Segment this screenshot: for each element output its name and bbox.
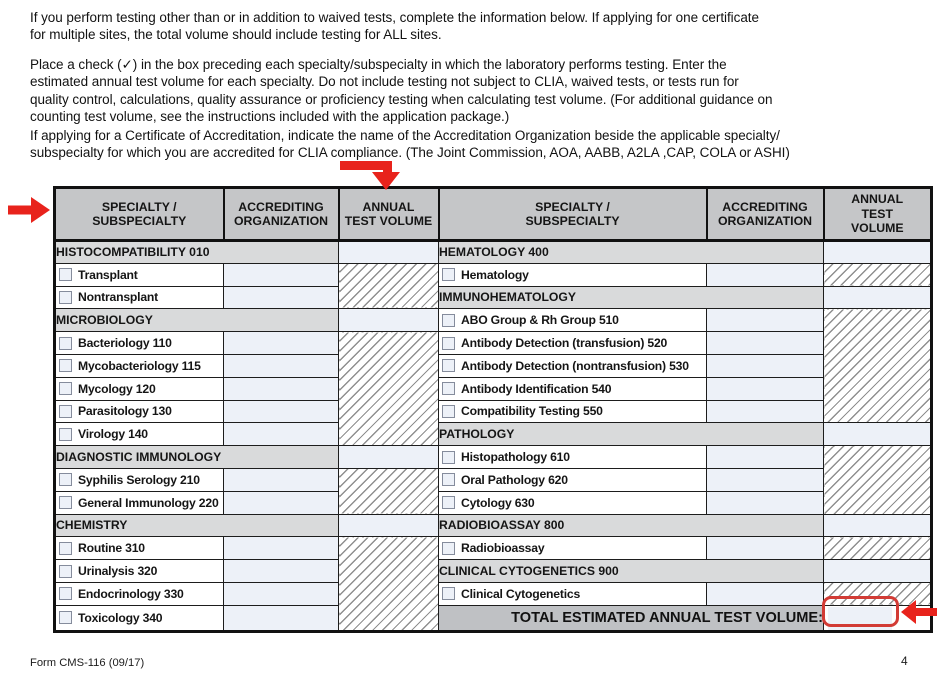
checkbox[interactable] — [442, 587, 455, 600]
accrediting-org-field[interactable] — [224, 263, 339, 286]
accrediting-org-field[interactable] — [224, 400, 339, 423]
table-row — [55, 491, 932, 514]
subspecialty-label: Oral Pathology 620 — [461, 472, 568, 487]
table-row — [55, 514, 932, 537]
subspecialty-cell-mycology — [55, 377, 224, 400]
intro-paragraph-3 — [30, 127, 920, 162]
subspecialty-label: Clinical Cytogenetics — [461, 586, 581, 601]
annual-volume-field[interactable] — [339, 241, 439, 264]
accrediting-org-field[interactable] — [224, 560, 339, 583]
table-row — [55, 423, 932, 446]
checkbox[interactable] — [59, 268, 72, 281]
checkbox[interactable] — [442, 405, 455, 418]
checkbox[interactable] — [59, 565, 72, 578]
table-row — [55, 560, 932, 583]
section-header-pathology: PATHOLOGY — [439, 423, 824, 446]
table-row — [55, 241, 932, 264]
accrediting-org-field[interactable] — [707, 400, 824, 423]
annual-volume-field[interactable] — [339, 446, 439, 469]
form-number: Form CMS-116 (09/17) — [30, 657, 145, 669]
accrediting-org-field[interactable] — [224, 423, 339, 446]
subspecialty-cell-radiobioassay — [439, 537, 707, 560]
subspecialty-cell-oral-pathology — [439, 468, 707, 491]
hatched-cell — [339, 332, 439, 446]
total-annual-volume-label: TOTAL ESTIMATED ANNUAL TEST VOLUME: — [439, 605, 824, 631]
subspecialty-cell-virology — [55, 423, 224, 446]
total-annual-volume-field[interactable] — [828, 607, 892, 630]
subspecialty-cell-antibody-nontransfusion — [439, 354, 707, 377]
annual-volume-field[interactable] — [339, 514, 439, 537]
subspecialty-cell-endocrinology — [55, 582, 224, 605]
subspecialty-cell-toxicology — [55, 605, 224, 631]
annual-volume-field[interactable] — [824, 286, 932, 309]
checkbox[interactable] — [59, 496, 72, 509]
paragraph-line: estimated annual test volume for each specialty. Do not include testing not subject to CLIA, waived tests, or tests run for — [30, 74, 739, 90]
accrediting-org-field[interactable] — [707, 263, 824, 286]
section-header-clinical-cytogenetics: CLINICAL CYTOGENETICS 900 — [439, 560, 824, 583]
subspecialty-cell-compatibility — [439, 400, 707, 423]
accrediting-org-field[interactable] — [224, 332, 339, 355]
subspecialty-label: Parasitology 130 — [78, 404, 172, 419]
subspecialty-label: Histopathology 610 — [461, 450, 570, 465]
accrediting-org-field[interactable] — [707, 468, 824, 491]
table-row — [55, 286, 932, 309]
subspecialty-label: Antibody Detection (transfusion) 520 — [461, 336, 668, 351]
hatched-cell — [824, 263, 932, 286]
section-header-immunohematology: IMMUNOHEMATOLOGY — [439, 286, 824, 309]
column-header-annual-right: ANNUAL TEST VOLUME — [824, 188, 932, 241]
accrediting-org-field[interactable] — [707, 491, 824, 514]
annual-volume-field[interactable] — [824, 560, 932, 583]
hatched-cell — [339, 537, 439, 631]
hatched-cell — [824, 582, 932, 605]
subspecialty-label: Endocrinology 330 — [78, 586, 184, 601]
subspecialty-label: Virology 140 — [78, 427, 148, 442]
accrediting-org-field[interactable] — [224, 468, 339, 491]
checkbox[interactable] — [442, 451, 455, 464]
subspecialty-cell-clinical-cytogenetics — [439, 582, 707, 605]
table-row — [55, 263, 932, 286]
subspecialty-label: Routine 310 — [78, 541, 145, 556]
subspecialty-label: Compatibility Testing 550 — [461, 404, 603, 419]
accrediting-org-field[interactable] — [707, 332, 824, 355]
subspecialty-label: Antibody Identification 540 — [461, 381, 612, 396]
intro-paragraph-2 — [30, 56, 920, 125]
annual-volume-field[interactable] — [339, 309, 439, 332]
accrediting-org-field[interactable] — [707, 354, 824, 377]
subspecialty-cell-routine — [55, 537, 224, 560]
checkbox[interactable] — [442, 473, 455, 486]
paragraph-line: for multiple sites, the total volume should include testing for ALL sites. — [30, 27, 442, 43]
accrediting-org-field[interactable] — [707, 582, 824, 605]
subspecialty-label: Radiobioassay — [461, 541, 545, 556]
accrediting-org-field[interactable] — [224, 377, 339, 400]
paragraph-line: counting test volume, see the instructions included with the application package.) — [30, 108, 510, 124]
subspecialty-cell-syphilis — [55, 468, 224, 491]
column-header-accrediting-left: ACCREDITING ORGANIZATION — [224, 188, 339, 241]
subspecialty-label: Syphilis Serology 210 — [78, 472, 200, 487]
accrediting-org-field[interactable] — [224, 491, 339, 514]
paragraph-line: If you perform testing other than or in addition to waived tests, complete the information below. If applying for one certificate — [30, 10, 759, 25]
column-header-annual-left: ANNUAL TEST VOLUME — [339, 188, 439, 241]
accrediting-org-field[interactable] — [224, 354, 339, 377]
paragraph-line: If applying for a Certificate of Accreditation, indicate the name of the Accreditation Organization beside the applicable specialty/ — [30, 128, 780, 143]
table-row — [55, 582, 932, 605]
table-row — [55, 332, 932, 355]
annual-volume-field[interactable] — [824, 241, 932, 264]
table-header-row — [55, 188, 932, 241]
subspecialty-label: Cytology 630 — [461, 495, 535, 510]
checkbox[interactable] — [442, 314, 455, 327]
accrediting-org-field[interactable] — [224, 537, 339, 560]
subspecialty-label: Urinalysis 320 — [78, 564, 158, 579]
subspecialty-cell-transplant — [55, 263, 224, 286]
accrediting-org-field[interactable] — [707, 377, 824, 400]
subspecialty-cell-cytology — [439, 491, 707, 514]
section-header-microbiology: MICROBIOLOGY — [55, 309, 339, 332]
checkbox[interactable] — [59, 405, 72, 418]
subspecialty-cell-general-immunology — [55, 491, 224, 514]
subspecialty-label: Toxicology 340 — [78, 610, 163, 625]
subspecialty-cell-abo — [439, 309, 707, 332]
subspecialty-cell-parasitology — [55, 400, 224, 423]
column-header-specialty-right: SPECIALTY / SUBSPECIALTY — [439, 188, 707, 241]
section-header-chemistry: CHEMISTRY — [55, 514, 339, 537]
page-number: 4 — [901, 654, 908, 668]
checkbox[interactable] — [442, 542, 455, 555]
checkbox[interactable] — [59, 542, 72, 555]
checkbox[interactable] — [442, 496, 455, 509]
section-header-hematology: HEMATOLOGY 400 — [439, 241, 824, 264]
accrediting-org-field[interactable] — [224, 286, 339, 309]
checkbox[interactable] — [442, 337, 455, 350]
table-row — [55, 354, 932, 377]
accrediting-org-field[interactable] — [707, 446, 824, 469]
subspecialty-label: Antibody Detection (nontransfusion) 530 — [461, 358, 689, 373]
checkbox[interactable] — [442, 268, 455, 281]
section-header-radiobioassay: RADIOBIOASSAY 800 — [439, 514, 824, 537]
annual-volume-field[interactable] — [824, 514, 932, 537]
hatched-cell — [339, 263, 439, 309]
accrediting-org-field[interactable] — [707, 309, 824, 332]
subspecialty-cell-antibody-transfusion — [439, 332, 707, 355]
section-header-histocompatibility: HISTOCOMPATIBILITY 010 — [55, 241, 339, 264]
checkbox[interactable] — [59, 382, 72, 395]
checkbox[interactable] — [59, 611, 72, 624]
table-row — [55, 537, 932, 560]
column-header-accrediting-right: ACCREDITING ORGANIZATION — [707, 188, 824, 241]
table-row — [55, 605, 932, 631]
paragraph-line: quality control, calculations, quality assurance or proficiency testing when calculating test volume. (For additional guidance on — [30, 91, 773, 107]
checkbox[interactable] — [59, 473, 72, 486]
subspecialty-label: Bacteriology 110 — [78, 336, 172, 351]
subspecialty-label: General Immunology 220 — [78, 495, 219, 510]
annual-volume-field[interactable] — [824, 423, 932, 446]
hatched-cell — [824, 537, 932, 560]
subspecialty-cell-bacteriology — [55, 332, 224, 355]
checkbox[interactable] — [442, 359, 455, 372]
subspecialty-cell-nontransplant — [55, 286, 224, 309]
hatched-cell — [824, 446, 932, 514]
subspecialty-label: Hematology — [461, 267, 529, 282]
checkbox[interactable] — [59, 337, 72, 350]
table-row — [55, 309, 932, 332]
accrediting-org-field[interactable] — [224, 605, 339, 631]
total-annual-volume-cell — [824, 605, 932, 631]
table-row — [55, 400, 932, 423]
checkbox[interactable] — [442, 382, 455, 395]
subspecialty-cell-urinalysis — [55, 560, 224, 583]
hatched-cell — [339, 468, 439, 514]
paragraph-line: subspecialty for which you are accredited for CLIA compliance. (The Joint Commission, AOA, AABB, A2LA ,CAP, COLA or ASHI) — [30, 145, 790, 161]
red-arrow-right-icon — [8, 197, 50, 223]
subspecialty-cell-hematology — [439, 263, 707, 286]
accrediting-org-field[interactable] — [707, 537, 824, 560]
checkbox[interactable] — [59, 587, 72, 600]
intro-paragraph-1 — [30, 9, 920, 44]
subspecialty-label: Mycology 120 — [78, 381, 156, 396]
subspecialty-cell-antibody-identification — [439, 377, 707, 400]
specialty-table — [53, 186, 933, 633]
checkbox[interactable] — [59, 428, 72, 441]
paragraph-line: Place a check (✓) in the box preceding each specialty/subspecialty in which the laboratory performs testing. Enter the — [30, 57, 727, 72]
hatched-cell — [824, 309, 932, 423]
table-row — [55, 377, 932, 400]
checkbox[interactable] — [59, 359, 72, 372]
subspecialty-cell-mycobacteriology — [55, 354, 224, 377]
subspecialty-label: ABO Group & Rh Group 510 — [461, 313, 619, 328]
subspecialty-label: Nontransplant — [78, 290, 159, 305]
subspecialty-label: Mycobacteriology 115 — [78, 358, 201, 373]
column-header-specialty-left: SPECIALTY / SUBSPECIALTY — [55, 188, 224, 241]
checkbox[interactable] — [59, 291, 72, 304]
table-row — [55, 468, 932, 491]
section-header-diagnostic-immunology: DIAGNOSTIC IMMUNOLOGY — [55, 446, 339, 469]
subspecialty-label: Transplant — [78, 267, 138, 282]
table-row — [55, 446, 932, 469]
accrediting-org-field[interactable] — [224, 582, 339, 605]
subspecialty-cell-histopathology — [439, 446, 707, 469]
